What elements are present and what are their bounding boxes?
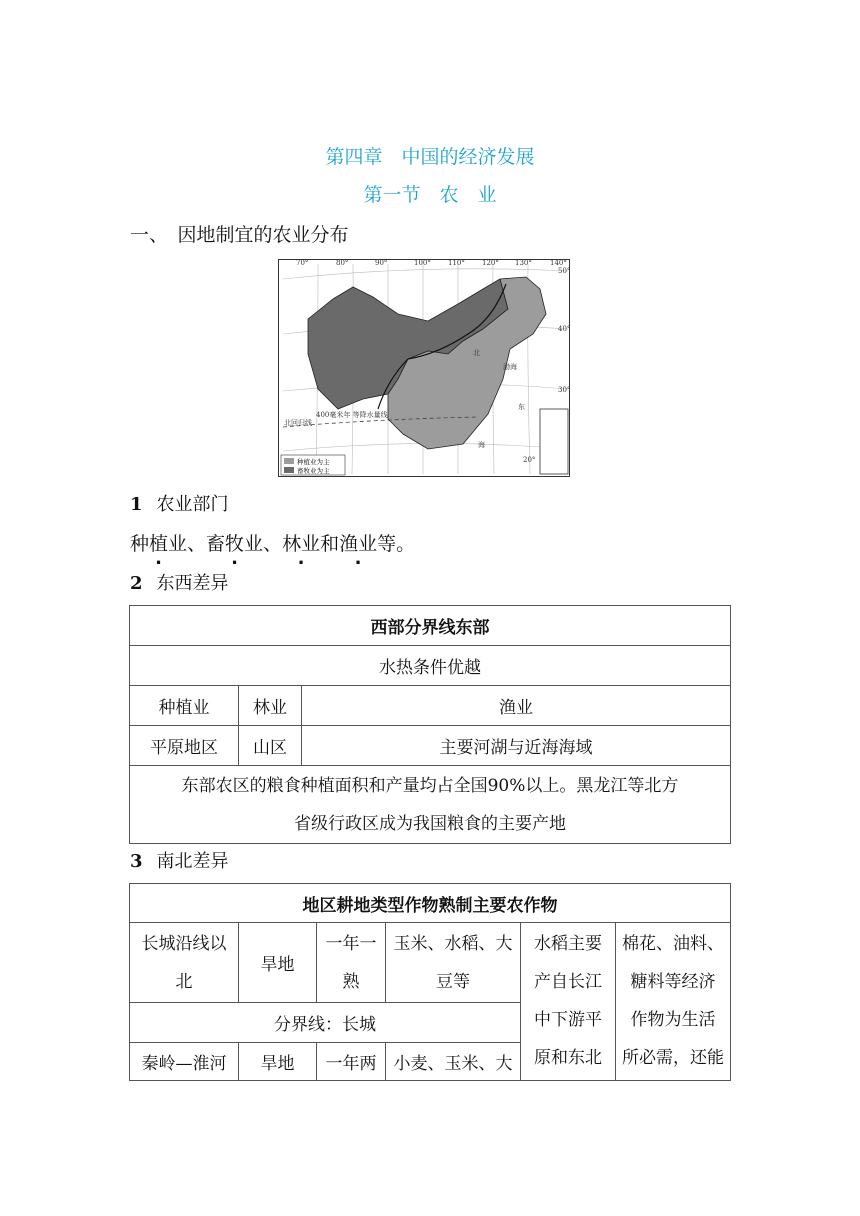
- svg-text:40°: 40°: [558, 325, 570, 333]
- svg-text:畜牧业为主: 畜牧业为主: [297, 467, 330, 475]
- svg-text:北回归线: 北回归线: [284, 419, 312, 427]
- svg-text:渤海: 渤海: [503, 363, 517, 371]
- item1-content: 种植业、畜牧业、林业和渔业等。: [130, 533, 416, 555]
- svg-text:70°: 70°: [296, 259, 309, 267]
- map-legend: [281, 455, 345, 475]
- svg-text:海: 海: [478, 441, 485, 449]
- part-heading: 一、 因地制宜的农业分布: [130, 224, 349, 246]
- north-south-table: 地区耕地类型作物熟制主要农作物 长城沿线以 北 旱地 一年一 熟 玉米、水稻、大 豆等 水稻主要 产自长江 中下游平 原和东北 棉花、油料、 糖料等经济 作物为生活 所必需，还能 分界线：长城 秦岭—淮河 旱地 一年两 小麦、玉米、大: [129, 883, 731, 1081]
- svg-text:30°: 30°: [558, 386, 570, 394]
- svg-text:400毫米年 等降水量线: 400毫米年 等降水量线: [316, 411, 388, 419]
- svg-text:东: 东: [518, 403, 525, 411]
- svg-text:120°: 120°: [482, 259, 499, 267]
- east-west-table: 西部分界线东部 水热条件优越 种植业 林业 渔业 平原地区 山区 主要河湖与近海海域 东部农区的粮食种植面积和产量均占全国90%以上。黑龙江等北方 省级行政区成为我国粮食的主要产地: [129, 605, 731, 844]
- section-title: 第一节 农 业: [363, 184, 497, 206]
- chapter-title: 第四章 中国的经济发展: [325, 146, 535, 168]
- item3-heading: 3 南北差异: [130, 851, 229, 872]
- svg-text:100°: 100°: [414, 259, 431, 267]
- svg-text:130°: 130°: [515, 259, 532, 267]
- svg-text:50°: 50°: [558, 267, 570, 275]
- svg-text:20°: 20°: [523, 456, 536, 464]
- svg-text:110°: 110°: [448, 259, 465, 267]
- agriculture-map: [278, 259, 570, 477]
- item1-heading: 1 农业部门: [130, 494, 229, 515]
- svg-text:90°: 90°: [375, 259, 388, 267]
- svg-text:140°: 140°: [550, 259, 567, 267]
- item2-heading: 2 东西差异: [130, 573, 229, 594]
- svg-text:北: 北: [473, 349, 480, 357]
- svg-text:种植业为主: 种植业为主: [297, 458, 330, 466]
- svg-text:80°: 80°: [336, 259, 349, 267]
